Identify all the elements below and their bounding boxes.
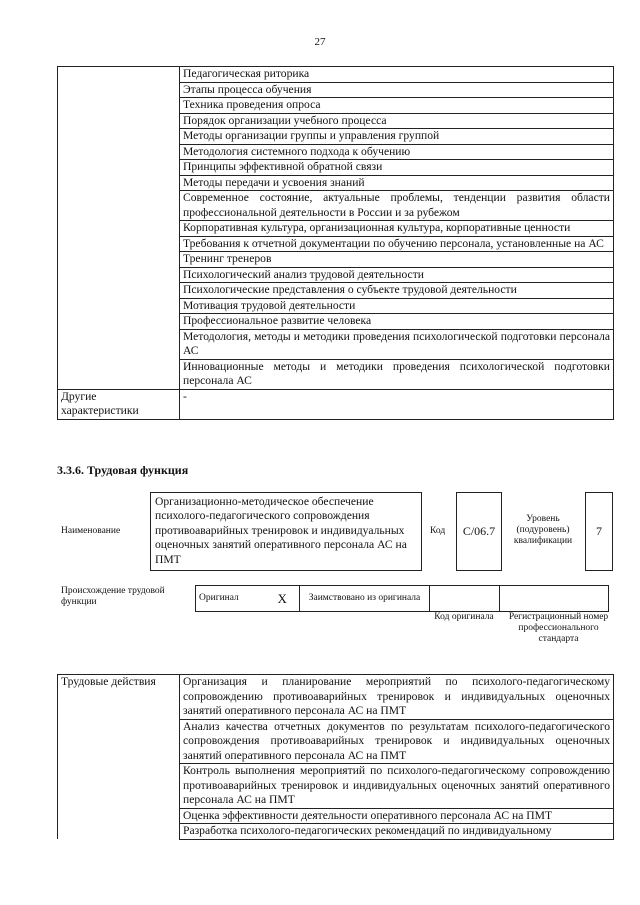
knowledge-label-cell	[58, 359, 180, 389]
table-row	[58, 236, 614, 252]
labor-action-item: Организация и планирование мероприятий по психолого-педагогическому сопровождению противоаварийных тренировок и индивидуальных оценочных занятий оперативного персонала АС на ПМТ	[180, 675, 614, 720]
name-label: Наименование	[61, 526, 121, 536]
table-row	[58, 764, 614, 809]
table-row	[58, 98, 614, 114]
labor-action-item: Оценка эффективности деятельности оперативного персонала АС на ПМТ	[180, 808, 614, 824]
table-row	[58, 675, 614, 720]
knowledge-item: Психологический анализ трудовой деятельности	[180, 267, 614, 283]
origin-table	[195, 585, 609, 612]
labor-actions-label-cell	[58, 808, 180, 824]
labor-actions-label-cell	[58, 824, 180, 840]
code-caption: Код оригинала	[434, 612, 494, 622]
table-row	[58, 808, 614, 824]
knowledge-label-cell	[58, 236, 180, 252]
labor-actions-label-cell	[58, 719, 180, 764]
labor-action-item: Разработка психолого-педагогических рекомендаций по индивидуальному	[180, 824, 614, 840]
original-mark: X	[266, 586, 300, 612]
knowledge-item: Тренинг тренеров	[180, 252, 614, 268]
function-name-box: Организационно-методическое обеспечение психолого-педагогического сопровождения противоаварийных тренировок и индивидуальных оценочных занятий оперативного персонала АС на ПМТ	[150, 492, 422, 571]
table-row	[58, 191, 614, 221]
knowledge-label-cell	[58, 82, 180, 98]
knowledge-label-cell	[58, 113, 180, 129]
knowledge-item: Требования к отчетной документации по обучению персонала, установленные на АС	[180, 236, 614, 252]
other-characteristics-value: -	[180, 389, 614, 419]
level-box: 7	[585, 492, 613, 571]
knowledge-item: Инновационные методы и методики проведения психологической подготовки персонала АС	[180, 359, 614, 389]
section-title: 3.3.6. Трудовая функция	[57, 463, 189, 477]
knowledge-item: Методология, методы и методики проведения психологической подготовки персонала АС	[180, 329, 614, 359]
knowledge-label-cell	[58, 191, 180, 221]
table-row	[58, 82, 614, 98]
labor-actions-label-cell	[58, 764, 180, 809]
table-row	[58, 252, 614, 268]
table-row	[58, 389, 614, 419]
knowledge-item: Методология системного подхода к обучению	[180, 144, 614, 160]
table-row	[58, 719, 614, 764]
registration-number-cell	[500, 586, 609, 612]
knowledge-label-cell	[58, 160, 180, 176]
knowledge-item: Психологические представления о субъекте трудовой деятельности	[180, 283, 614, 299]
labor-action-item: Анализ качества отчетных документов по результатам психолого-педагогического сопровождения противоаварийных тренировок и индивидуальных оценочных занятий оперативного персонала АС на ПМТ	[180, 719, 614, 764]
knowledge-item: Педагогическая риторика	[180, 67, 614, 83]
registration-caption: Регистрационный номер профессионального стандарта	[508, 612, 609, 644]
page-number: 27	[314, 36, 326, 48]
table-row	[196, 586, 609, 612]
knowledge-label-cell	[58, 129, 180, 145]
knowledge-table	[57, 66, 614, 420]
knowledge-label-cell	[58, 252, 180, 268]
table-row	[58, 175, 614, 191]
knowledge-label-cell	[58, 221, 180, 237]
labor-action-item: Контроль выполнения мероприятий по психолого-педагогическому сопровождению противоаварийных тренировок и индивидуальных оценочных занятий оперативного персонала АС на ПМТ	[180, 764, 614, 809]
knowledge-label-cell	[58, 298, 180, 314]
actions-table	[57, 674, 614, 840]
level-label: Уровень (подуровень) квалификации	[513, 514, 573, 546]
knowledge-item: Мотивация трудовой деятельности	[180, 298, 614, 314]
table-row	[58, 267, 614, 283]
knowledge-item: Методы передачи и усвоения знаний	[180, 175, 614, 191]
origin-label: Происхождение трудовой функции	[61, 586, 165, 607]
knowledge-item: Методы организации группы и управления группой	[180, 129, 614, 145]
table-row	[58, 129, 614, 145]
knowledge-item: Корпоративная культура, организационная культура, корпоративные ценности	[180, 221, 614, 237]
table-row	[58, 283, 614, 299]
other-characteristics-label: Другие характеристики	[58, 389, 180, 419]
knowledge-label-cell	[58, 175, 180, 191]
table-row	[58, 314, 614, 330]
table-row	[58, 144, 614, 160]
original-label: Оригинал	[196, 586, 266, 612]
knowledge-label-cell	[58, 329, 180, 359]
table-row	[58, 221, 614, 237]
table-row	[58, 160, 614, 176]
table-row	[58, 824, 614, 840]
code-label: Код	[430, 526, 446, 536]
table-row	[58, 113, 614, 129]
knowledge-item: Этапы процесса обучения	[180, 82, 614, 98]
table-row	[58, 298, 614, 314]
table-row	[58, 329, 614, 359]
knowledge-item: Порядок организации учебного процесса	[180, 113, 614, 129]
knowledge-label-cell	[58, 314, 180, 330]
knowledge-item: Профессиональное развитие человека	[180, 314, 614, 330]
knowledge-label-cell	[58, 144, 180, 160]
borrowed-label: Заимствовано из оригинала	[300, 586, 430, 612]
labor-actions-label: Трудовые действия	[58, 675, 180, 720]
table-row	[58, 359, 614, 389]
table-row	[58, 67, 614, 83]
function-code-box: С/06.7	[456, 492, 502, 571]
knowledge-item: Современное состояние, актуальные проблемы, тенденции развития области профессиональной деятельности в России и за рубежом	[180, 191, 614, 221]
knowledge-label-cell	[58, 267, 180, 283]
knowledge-item: Принципы эффективной обратной связи	[180, 160, 614, 176]
original-code-cell	[430, 586, 500, 612]
knowledge-label-cell	[58, 67, 180, 83]
knowledge-label-cell	[58, 283, 180, 299]
knowledge-item: Техника проведения опроса	[180, 98, 614, 114]
knowledge-label-cell	[58, 98, 180, 114]
